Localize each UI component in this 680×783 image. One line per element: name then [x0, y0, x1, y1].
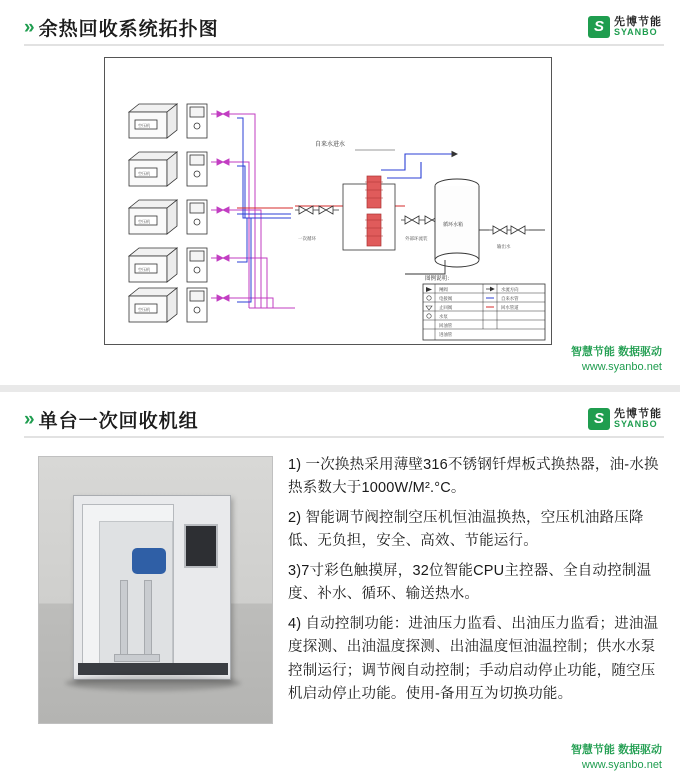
svg-text:空压机: 空压机 [138, 219, 150, 224]
svg-text:自来水进水: 自来水进水 [315, 142, 346, 148]
svg-text:空压机: 空压机 [138, 123, 150, 128]
feature-paragraph-3: 3)7寸彩色触摸屏，32位智能CPU主控器、全自动控制温度、补水、循环、输送热水。 [288, 562, 652, 603]
logo-mark-icon: S [588, 408, 610, 430]
svg-text:电接阀: 电接阀 [439, 296, 453, 301]
logo-mark-icon: S [588, 16, 610, 38]
title-divider [24, 44, 664, 46]
expansion-tank [132, 548, 166, 574]
brand-logo [588, 408, 662, 430]
footer-url[interactable]: www.syanbo.net [581, 361, 662, 374]
touch-screen [184, 524, 218, 568]
svg-text:自来水管: 自来水管 [501, 296, 519, 301]
feature-paragraph-4: 4) 自动控制功能：进油压力监看、出油压力监看；进油温度探测、出油温度探测、出油温度恒油温控制；供水水泵控制运行；调节阀自动控制；手动启动停止功能，随空压机启动停止功能。使用-备用互为切换功能。 [288, 615, 659, 703]
svg-text:空压机: 空压机 [138, 307, 150, 312]
svg-text:回油管: 回油管 [439, 323, 453, 328]
svg-text:一次循环: 一次循环 [298, 236, 316, 241]
svg-text:止回阀: 止回阀 [439, 305, 453, 310]
logo-name-en: SYANBO [614, 419, 658, 430]
cabinet-interior [99, 521, 173, 671]
slide2-footer [571, 743, 662, 773]
pipe-bottom [114, 654, 160, 662]
svg-text:回水管道: 回水管道 [501, 305, 519, 310]
cabinet-door [82, 504, 174, 672]
slide-single-unit [0, 392, 680, 783]
equipment-photo [38, 456, 273, 724]
topology-svg [105, 58, 551, 344]
pipe-left [120, 580, 128, 658]
svg-text:循环水箱: 循环水箱 [443, 222, 464, 228]
svg-text:进油管: 进油管 [439, 332, 453, 337]
chevron-icon: » [24, 408, 33, 430]
chevron-icon: » [24, 16, 33, 38]
topology-diagram [104, 57, 552, 345]
footer-slogan: 智慧节能 数据驱动 [570, 346, 662, 359]
svg-text:水流方向: 水流方向 [501, 287, 519, 292]
svg-text:图例说明：: 图例说明： [425, 276, 453, 282]
feature-paragraph-2: 2) 智能调节阀控制空压机恒油温换热，空压机油路压降低、无负担，安全、高效、节能运行。 [288, 509, 644, 550]
brand-logo [588, 16, 662, 38]
slide-topology [0, 0, 680, 385]
page-title: 单台一次回收机组 [38, 411, 199, 432]
feature-description [288, 454, 662, 713]
machine-cabinet [73, 495, 231, 680]
logo-name-cn: 先博节能 [614, 15, 662, 28]
logo-name-cn: 先博节能 [614, 407, 662, 420]
svg-text:水泵: 水泵 [439, 314, 448, 319]
logo-name-en: SYANBO [614, 27, 658, 38]
page-title: 余热回收系统拓扑图 [38, 19, 219, 40]
floor-shadow [65, 675, 241, 691]
footer-url[interactable]: www.syanbo.net [581, 759, 662, 772]
slide1-footer [571, 345, 662, 375]
svg-text:输出水: 输出水 [497, 244, 511, 249]
slide-gap [0, 385, 680, 392]
svg-text:闸阀: 闸阀 [439, 287, 448, 292]
svg-text:空压机: 空压机 [138, 171, 150, 176]
title-divider [24, 436, 664, 438]
feature-paragraph-1: 1) 一次换热采用薄壁316不锈钢钎焊板式换热器，油-水换热系数大于1000W/M².°C。 [288, 457, 659, 497]
footer-slogan: 智慧节能 数据驱动 [570, 744, 662, 757]
pipe-right [144, 580, 152, 658]
svg-text:外部环流装: 外部环流装 [405, 236, 428, 241]
svg-text:空压机: 空压机 [138, 267, 150, 272]
cabinet-base [78, 663, 228, 675]
